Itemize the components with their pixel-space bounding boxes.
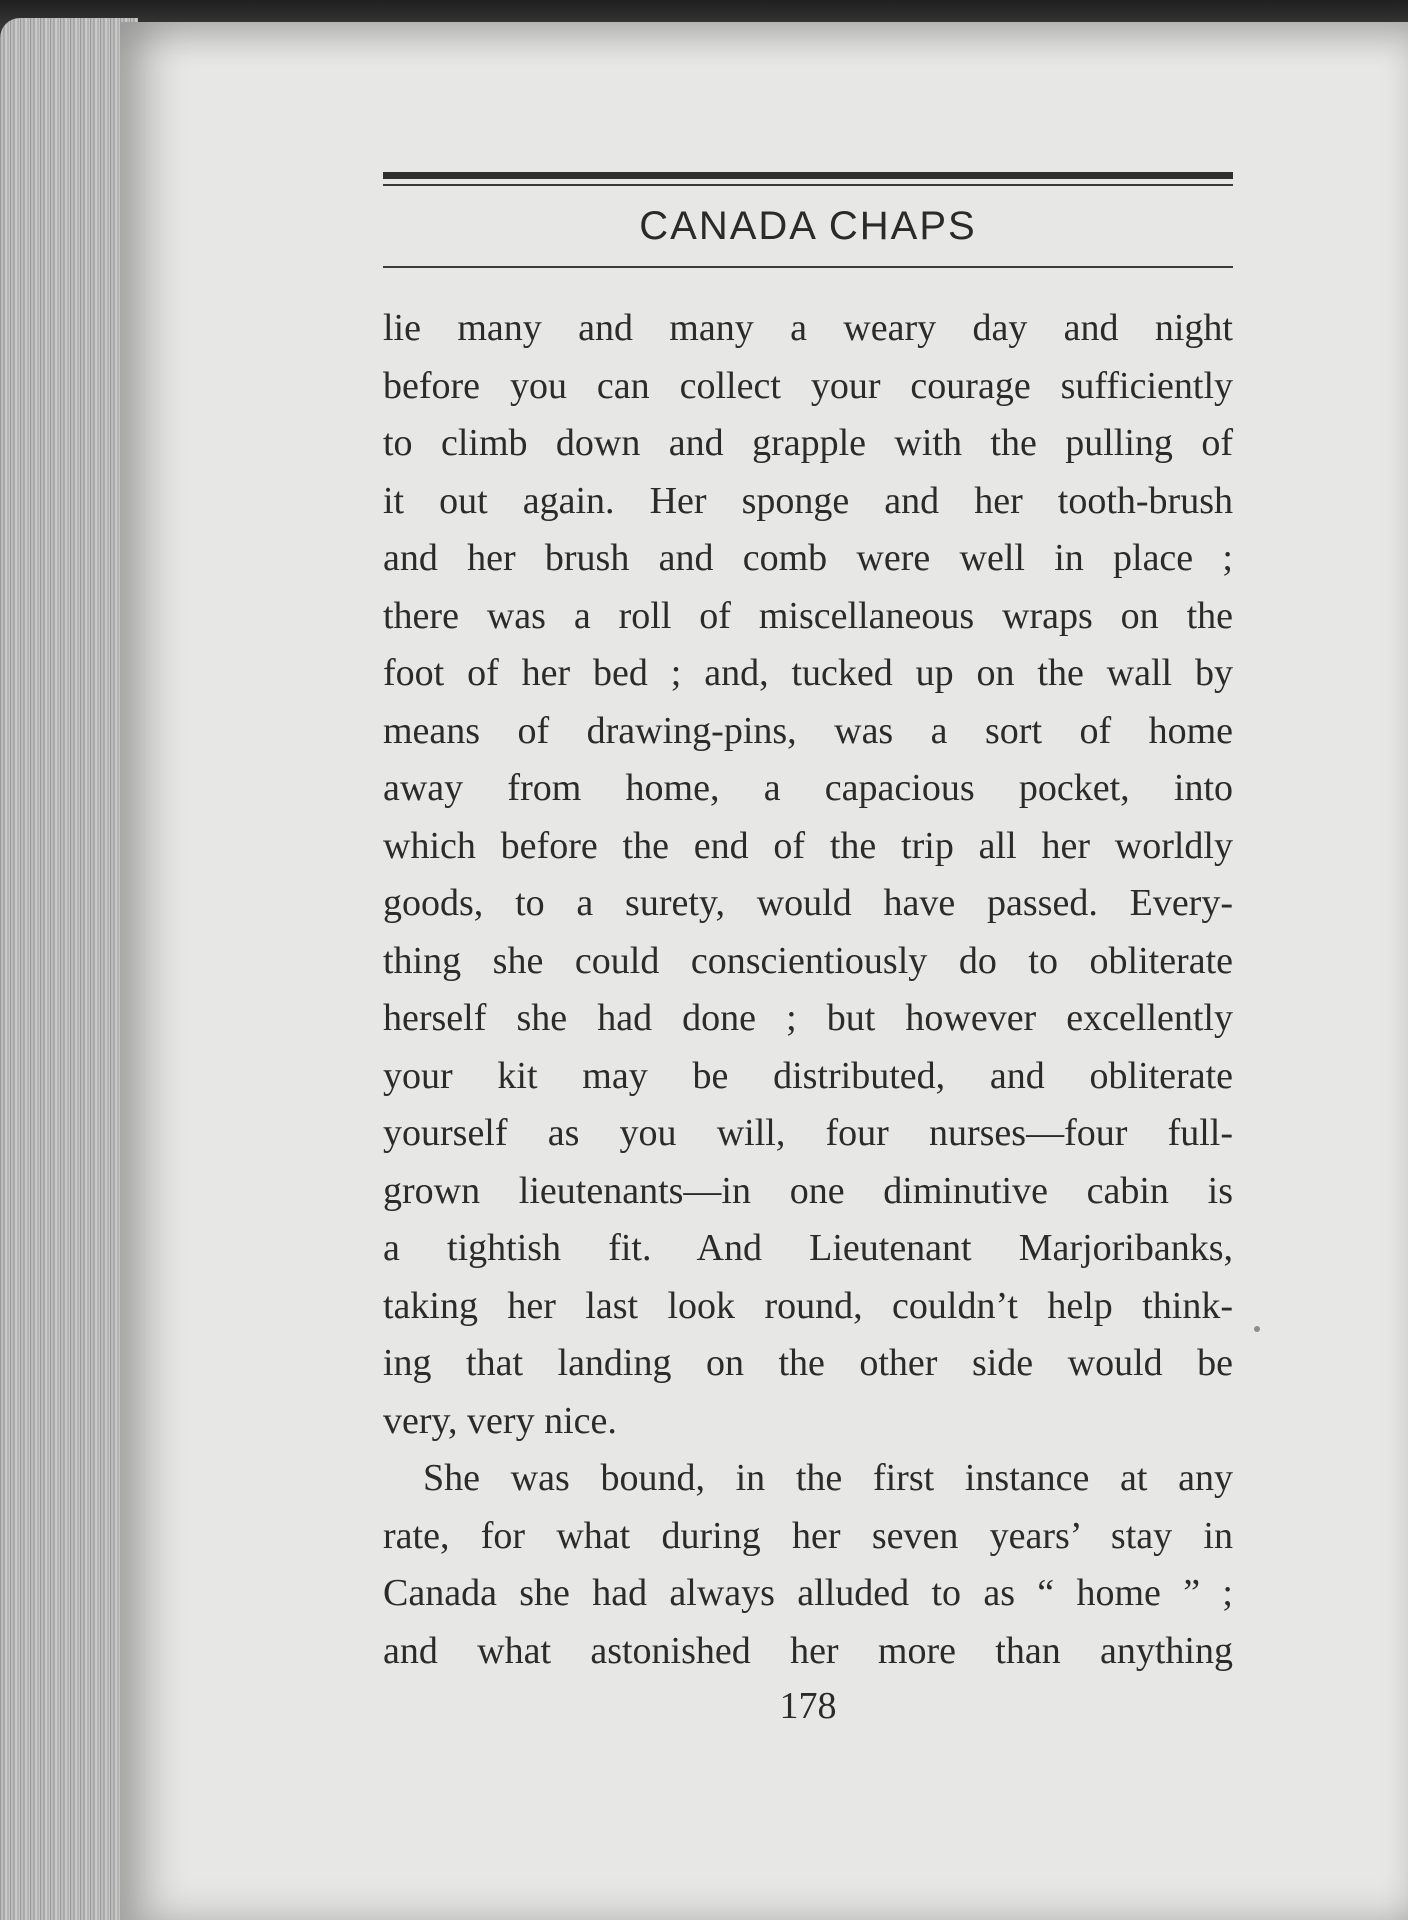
text-line: ing that landing on the other side would be bbox=[383, 1342, 1233, 1384]
text-line: and her brush and comb were well in place ; bbox=[383, 537, 1233, 579]
text-line: your kit may be distributed, and obliterate bbox=[383, 1054, 1233, 1097]
text-line: it out again. Her sponge and her tooth-brush bbox=[383, 479, 1233, 522]
header-rule-thick bbox=[383, 172, 1233, 179]
paragraph-2 bbox=[383, 1450, 1233, 1680]
text-line: Canada she had always alluded to as “ home ” ; bbox=[383, 1572, 1233, 1614]
text-line: and what astonished her more than anything bbox=[383, 1629, 1233, 1672]
text-line: herself she had done ; but however excellently bbox=[383, 997, 1233, 1039]
text-line: taking her last look round, couldn’t help think- bbox=[383, 1284, 1233, 1327]
text-line: to climb down and grapple with the pulling of bbox=[383, 422, 1233, 464]
text-line: thing she could conscientiously do to obliterate bbox=[383, 939, 1233, 982]
book-page-edges bbox=[0, 18, 138, 1920]
text-line: means of drawing-pins, was a sort of home bbox=[383, 709, 1233, 752]
text-line: away from home, a capacious pocket, into bbox=[383, 767, 1233, 809]
text-line: She was bound, in the first instance at any bbox=[423, 1457, 1233, 1499]
page-number: 178 bbox=[779, 1685, 837, 1727]
ink-speck bbox=[1254, 1326, 1260, 1332]
text-line: goods, to a surety, would have passed. Every- bbox=[383, 882, 1233, 924]
text-line: before you can collect your courage sufficiently bbox=[383, 364, 1233, 407]
text-line: there was a roll of miscellaneous wraps on the bbox=[383, 594, 1233, 637]
header-rule-thin-bottom bbox=[383, 266, 1233, 268]
text-line: foot of her bed ; and, tucked up on the wall by bbox=[383, 652, 1233, 694]
header-rule-thin-top bbox=[383, 184, 1233, 186]
text-line: very, very nice. bbox=[383, 1399, 617, 1442]
text-line: lie many and many a weary day and night bbox=[383, 307, 1233, 349]
paragraph-1 bbox=[383, 300, 1233, 1450]
text-line: rate, for what during her seven years’ stay in bbox=[383, 1514, 1233, 1557]
text-line: a tightish fit. And Lieutenant Marjoribanks, bbox=[383, 1227, 1233, 1269]
running-head: CANADA CHAPS bbox=[639, 204, 977, 248]
text-line: yourself as you will, four nurses—four full- bbox=[383, 1112, 1233, 1154]
text-line: grown lieutenants—in one diminutive cabin is bbox=[383, 1169, 1233, 1212]
text-line: which before the end of the trip all her worldly bbox=[383, 824, 1233, 867]
body-text bbox=[383, 300, 1233, 1680]
